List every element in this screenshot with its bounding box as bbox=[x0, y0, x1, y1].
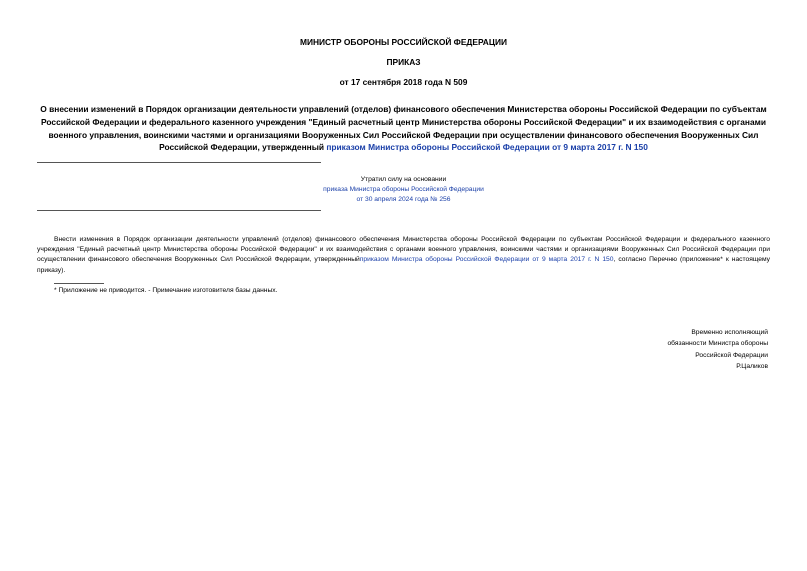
footnote: * Приложение не приводится. - Примечание изготовителя базы данных. bbox=[54, 287, 278, 294]
title-reference-link[interactable]: приказом Министра обороны Российской Федерации от 9 марта 2017 г. N 150 bbox=[326, 142, 648, 153]
signature-position-line2: обязанности Министра обороны bbox=[667, 340, 768, 348]
lost-force-notice bbox=[250, 175, 557, 206]
document-date-number: от 17 сентября 2018 года N 509 bbox=[339, 77, 468, 87]
document-type-heading: ПРИКАЗ bbox=[386, 57, 421, 67]
separator-top bbox=[37, 162, 321, 163]
document-title bbox=[36, 103, 771, 154]
ministry-heading: МИНИСТР ОБОРОНЫ РОССИЙСКОЙ ФЕДЕРАЦИИ bbox=[299, 37, 508, 47]
body-reference-link[interactable]: приказом Министра обороны Российской Федерации от 9 марта 2017 г. N 150 bbox=[359, 256, 614, 264]
lost-force-link-order[interactable]: приказа Министра обороны Российской Федерации bbox=[323, 186, 484, 194]
signature-position-line3: Российской Федерации bbox=[695, 351, 768, 359]
lost-force-link-date[interactable]: от 30 апреля 2024 года № 256 bbox=[356, 196, 451, 204]
body-paragraph bbox=[37, 235, 770, 276]
body-text: Внести изменения в Порядок организации деятельности управлений (отделов) финансового обеспечения Министерства обороны Российской Федерации по субъектам Российской Федерации и федерального казенного учреждения "Единый расчетный центр Министерства обороны Российской Федерации" и их взаимодействия с органами военного управления, воинскими частями и организациями Вооруженных Сил Российской Федерации при осуществлении финансового обеспечения Вооруженных Сил Российской Федерации, утвержденный bbox=[37, 236, 770, 264]
body-tail-text: , согласно Перечню (приложение* к настоящему приказу). bbox=[37, 256, 770, 274]
signature-name: Р.Цаликов bbox=[736, 363, 768, 371]
signature-position-line1: Временно исполняющий bbox=[691, 329, 768, 336]
footnote-divider bbox=[54, 283, 104, 284]
separator-bottom bbox=[37, 210, 321, 211]
title-text: О внесении изменений в Порядок организации деятельности управлений (отделов) финансового обеспечения Министерства обороны Российской Федерации по субъектам Российской Федерации и федерального казенного учреждения "Единый расчетный центр Министерства обороны Российской Федерации" и их взаимодействия с органами военного управления, воинскими частями и организациями Вооруженных Сил Российской Федерации при осуществлении финансового обеспечения Вооруженных Сил Российской Федерации, утвержденный bbox=[40, 104, 767, 153]
signature-block bbox=[568, 327, 768, 373]
lost-force-label: Утратил силу на основании bbox=[360, 176, 447, 183]
